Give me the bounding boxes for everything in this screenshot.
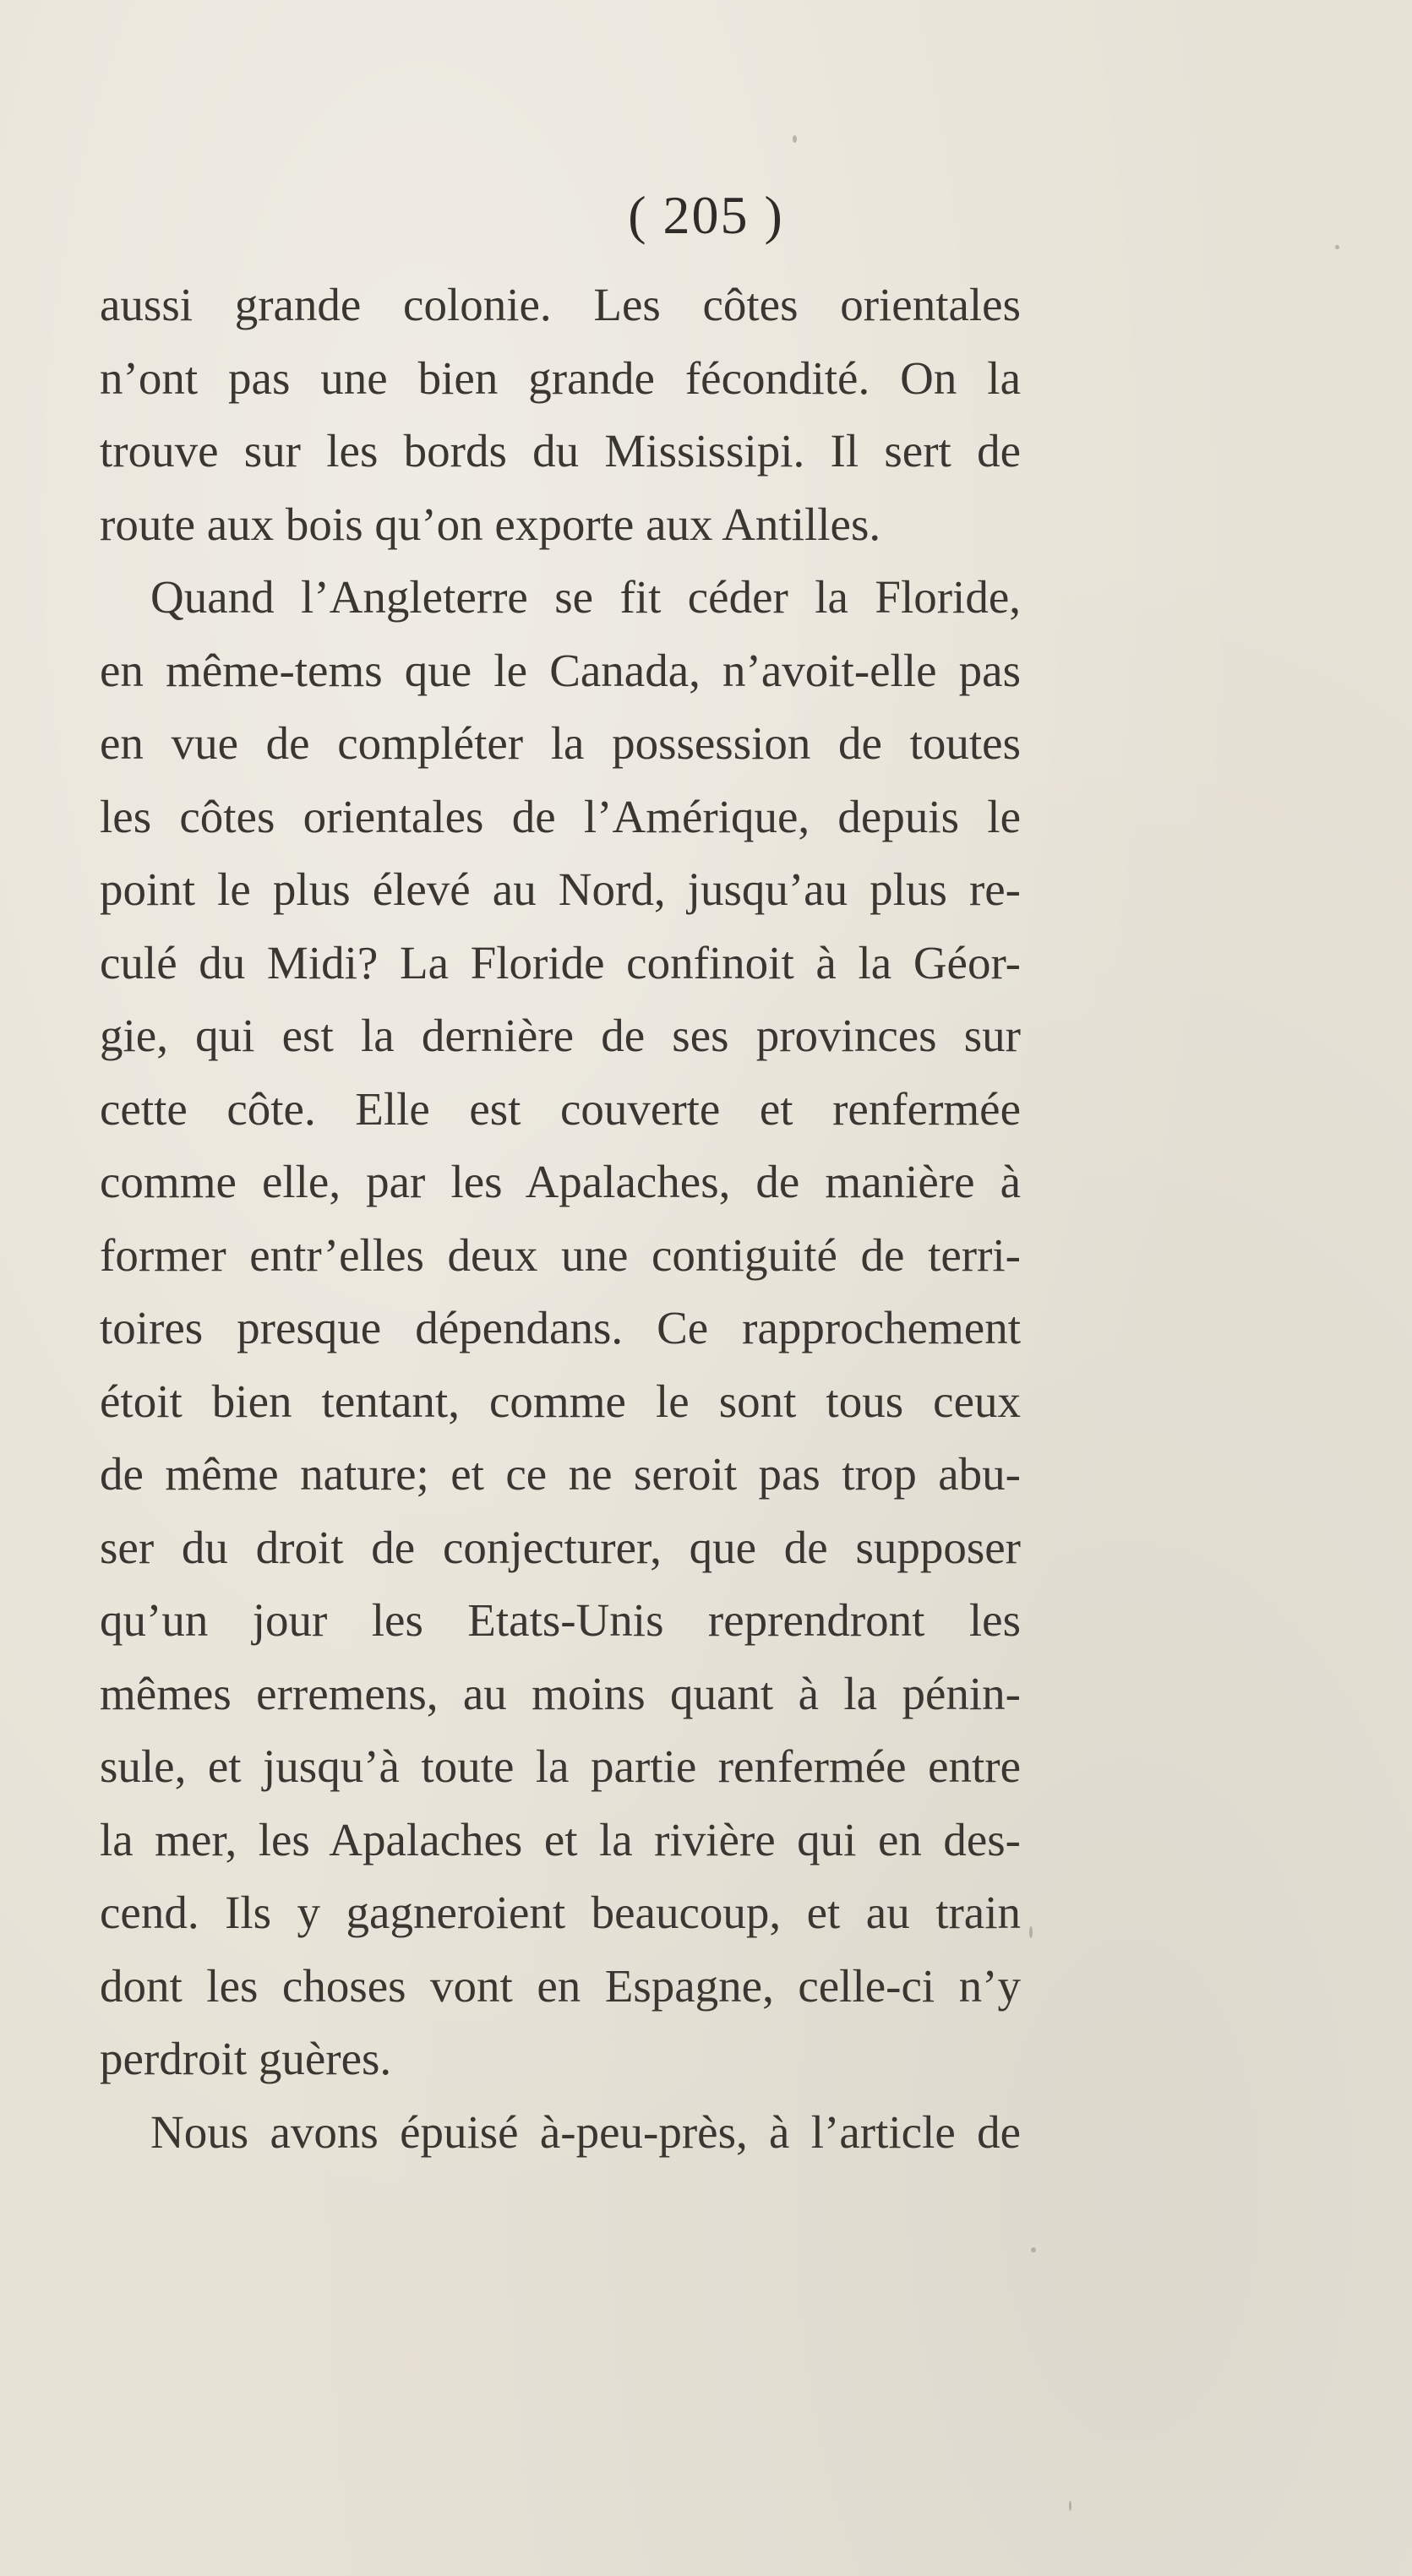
text-line: cette côte. Elle est couverte et renfermée xyxy=(100,1082,1021,1135)
text-line: toires presque dépendans. Ce rapprochement xyxy=(100,1302,1021,1353)
text-line: dont les choses vont en Espagne, celle-ci n’y xyxy=(100,1959,1021,2012)
text-line: qu’un jour les Etats-Unis reprendront les xyxy=(100,1594,1021,1646)
paper-speck xyxy=(1335,245,1339,249)
page-number: ( 205 ) xyxy=(628,185,784,245)
text-line: sule, et jusqu’à toute la partie renfermée entre xyxy=(100,1740,1021,1792)
text-line: Quand l’Angleterre se fit céder la Floride, xyxy=(150,571,1021,623)
paper-speck xyxy=(1031,2247,1036,2252)
text-line: route aux bois qu’on exporte aux Antilles. xyxy=(100,498,881,550)
text-line: Nous avons épuisé à-peu-près, à l’article de xyxy=(150,2105,1021,2158)
text-line: de même nature; et ce ne seroit pas trop abu- xyxy=(100,1448,1021,1500)
text-line: en vue de compléter la possession de toutes xyxy=(100,717,1021,769)
text-line: les côtes orientales de l’Amérique, depuis le xyxy=(100,790,1021,842)
text-line: ser du droit de conjecturer, que de supposer xyxy=(100,1521,1021,1573)
text-line: étoit bien tentant, comme le sont tous ceux xyxy=(100,1375,1021,1427)
text-line: former entr’elles deux une contiguité de terri- xyxy=(100,1228,1021,1281)
text-line: la mer, les Apalaches et la rivière qui en des- xyxy=(100,1813,1021,1865)
text-line: culé du Midi? La Floride confinoit à la Géor- xyxy=(100,936,1021,988)
text-line: gie, qui est la dernière de ses provinces sur xyxy=(100,1010,1021,1061)
text-line: n’ont pas une bien grande fécondité. On la xyxy=(100,351,1021,404)
paper-speck xyxy=(1029,1926,1033,1938)
text-line: mêmes erremens, au moins quant à la pénin- xyxy=(100,1667,1021,1719)
body-text xyxy=(100,269,1021,2169)
text-line: cend. Ils y gagneroient beaucoup, et au train xyxy=(100,1887,1021,1938)
paper-speck xyxy=(793,135,797,143)
text-line: perdroit guères. xyxy=(100,2033,392,2084)
text-line: point le plus élevé au Nord, jusqu’au plus re- xyxy=(100,863,1021,915)
text-line: trouve sur les bords du Mississipi. Il sert de xyxy=(100,425,1021,477)
text-line: comme elle, par les Apalaches, de manière à xyxy=(100,1156,1021,1207)
text-line: aussi grande colonie. Les côtes orientales xyxy=(100,279,1021,330)
paper-speck xyxy=(1069,2501,1071,2511)
text-line: en même-tems que le Canada, n’avoit-elle pas xyxy=(100,644,1021,696)
